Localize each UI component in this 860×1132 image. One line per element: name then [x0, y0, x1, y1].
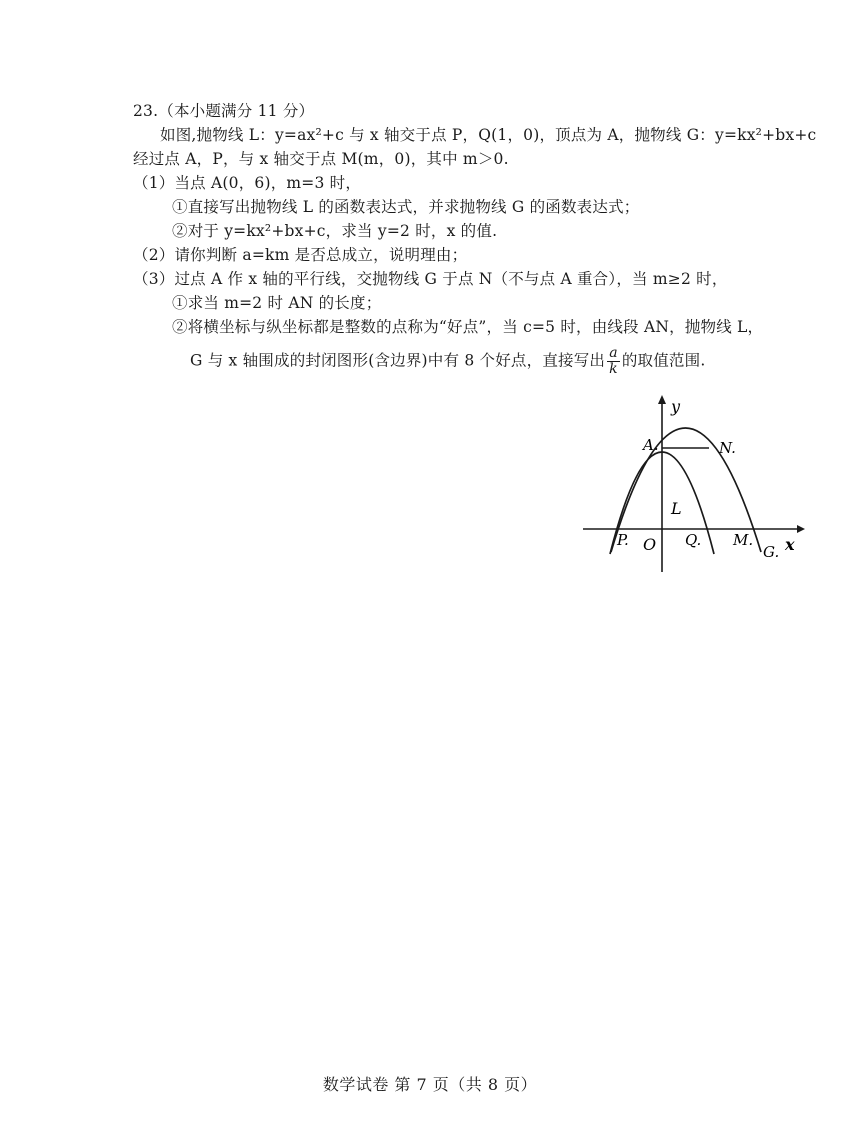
- part-3-subquestion-a: ①求当 m=2 时 AN 的长度；: [172, 294, 382, 312]
- fraction-denominator: k: [609, 361, 618, 377]
- part-1-subquestion-a: ①直接写出抛物线 L 的函数表达式，并求抛物线 G 的函数表达式；: [172, 198, 640, 216]
- problem-intro-line-1: 如图,抛物线 L：y=ax²+c 与 x 轴交于点 P，Q(1，0)，顶点为 A，抛物线 G：y=kx²+bx+c: [160, 126, 817, 144]
- label-A: A.: [643, 436, 659, 454]
- label-L: L: [671, 499, 682, 518]
- label-P: P.: [617, 531, 629, 549]
- fraction-numerator: a: [607, 346, 620, 362]
- page-footer: 数学试卷 第 7 页（共 8 页）: [322, 1075, 538, 1094]
- label-Q: Q.: [685, 531, 702, 549]
- part-3-subquestion-b-continued: [190, 346, 705, 377]
- part-3-question: （3）过点 A 作 x 轴的平行线，交抛物线 G 于点 N（不与点 A 重合），当 m≥2 时，: [133, 270, 728, 288]
- fraction-a-over-k: [607, 346, 620, 377]
- label-x: x: [785, 535, 795, 554]
- label-G: G.: [763, 543, 780, 561]
- parabola-figure: [575, 390, 815, 580]
- part-3-continued-tail: 的取值范围.: [621, 351, 706, 370]
- part-1-question: （1）当点 A(0，6)，m=3 时，: [133, 174, 362, 192]
- x-axis-arrow: [797, 525, 805, 533]
- part-2-question: （2）请你判断 a=km 是否总成立，说明理由；: [133, 246, 468, 264]
- problem-intro-line-2: 经过点 A，P，与 x 轴交于点 M(m，0)，其中 m＞0.: [133, 150, 509, 168]
- part-1-subquestion-b: ②对于 y=kx²+bx+c，求当 y=2 时，x 的值.: [172, 222, 498, 240]
- label-M: M.: [733, 531, 754, 549]
- problem-header: 23.（本小题满分 11 分）: [133, 102, 315, 120]
- label-N: N.: [719, 439, 736, 457]
- label-y: y: [671, 397, 681, 416]
- y-axis-arrow: [658, 395, 666, 404]
- part-3-subquestion-b: ②将横坐标与纵坐标都是整数的点称为“好点”，当 c=5 时，由线段 AN，抛物线 L，: [172, 318, 764, 336]
- part-3-continued-text: G 与 x 轴围成的封闭图形(含边界)中有 8 个好点，直接写出: [190, 351, 606, 370]
- label-O: O: [643, 535, 657, 554]
